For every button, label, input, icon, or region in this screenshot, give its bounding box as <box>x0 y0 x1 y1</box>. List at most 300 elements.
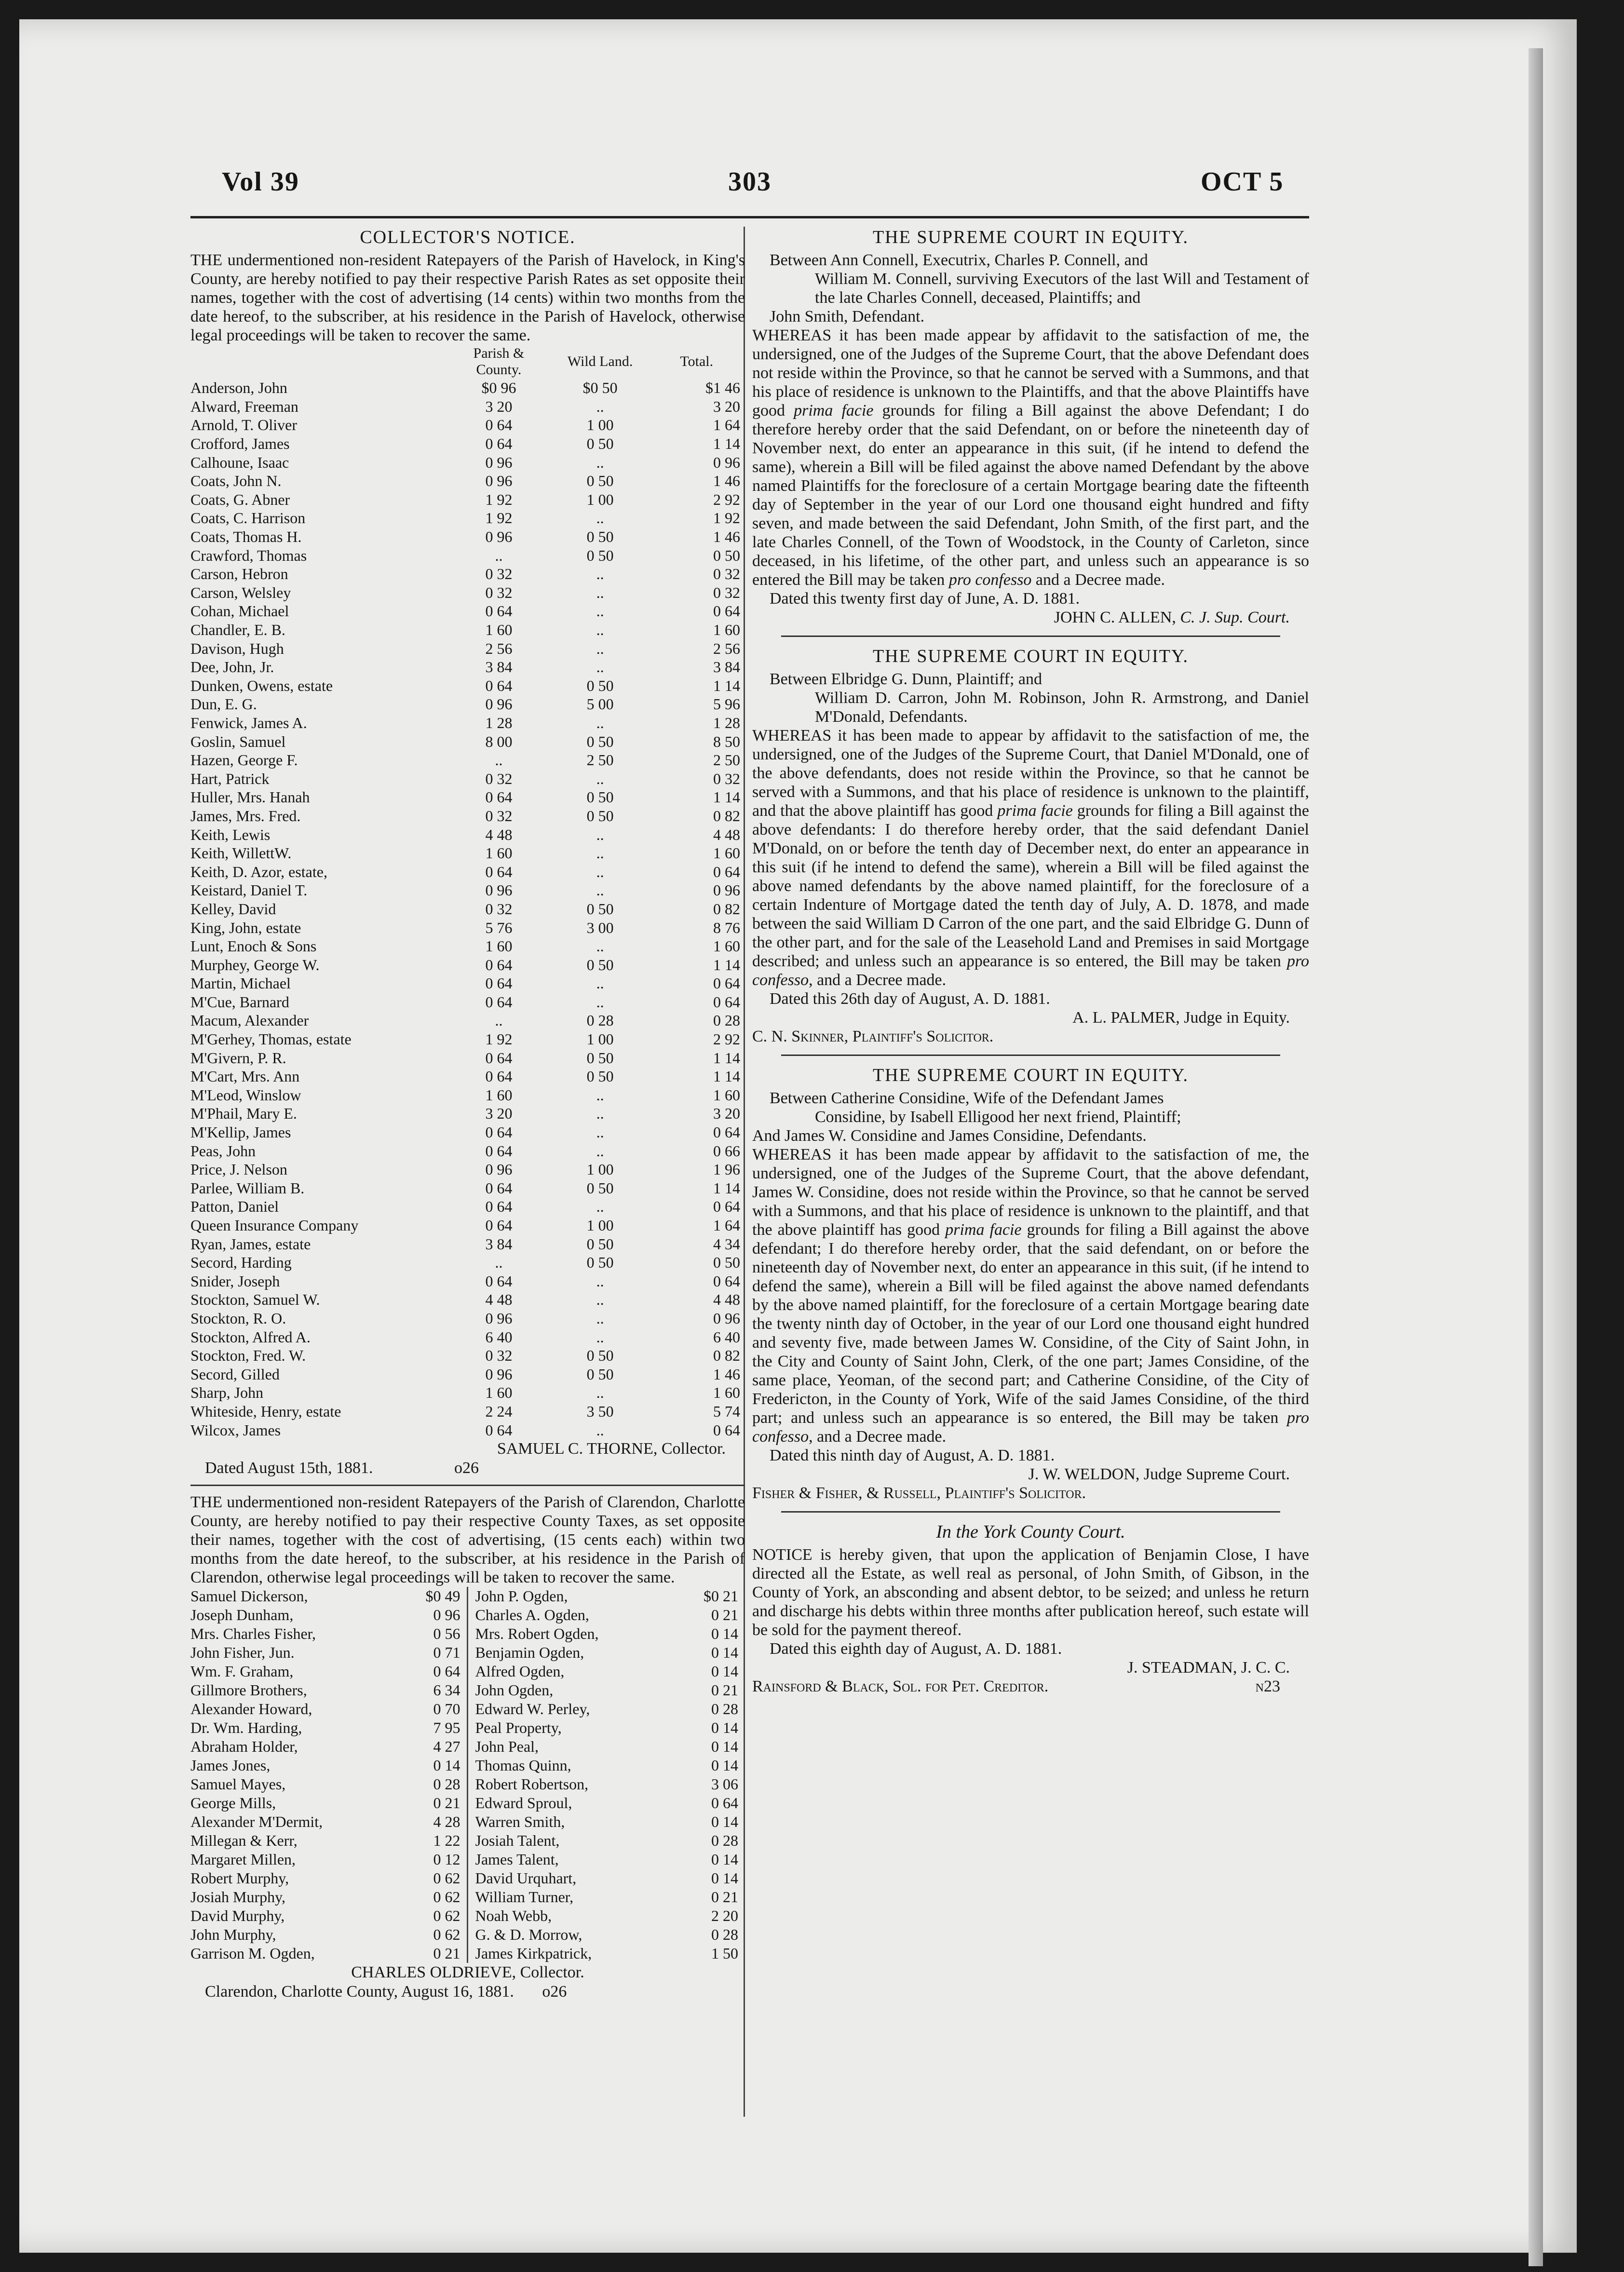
tax-amount: 0 14 <box>711 1662 738 1680</box>
ratepayer-name: Benjamin Ogden, <box>475 1643 584 1661</box>
ratepayer-name: Peas, John <box>190 1142 256 1160</box>
ratepayer-name: James Talent, <box>475 1850 559 1868</box>
equity1-judge: JOHN C. ALLEN, <box>1054 609 1176 626</box>
york-court-solicitor-line <box>752 1677 1309 1696</box>
tax-amount: 0 21 <box>711 1681 738 1699</box>
list-item <box>475 1624 745 1643</box>
total-rate: 0 50 <box>713 546 740 564</box>
parish-county-rate: 1 60 <box>485 844 513 862</box>
tax-amount: 4 28 <box>433 1812 460 1830</box>
equity1-parties-2: William M. Connell, surviving Executors of the last Will and Testament of the late Charles Connell, deceased, Plaintiffs; and <box>815 270 1309 307</box>
total-rate: 2 92 <box>713 490 740 508</box>
table-row <box>190 788 740 807</box>
ratepayer-name: Crofford, James <box>190 435 290 453</box>
table-row <box>190 397 740 416</box>
wild-land-rate: 0 50 <box>586 472 614 490</box>
table-row <box>190 1420 740 1439</box>
ratepayer-name: Charles A. Ogden, <box>475 1606 589 1623</box>
table-row <box>190 1067 740 1086</box>
total-rate: 1 60 <box>713 621 740 639</box>
equity3-solicitor: Fisher & Fisher, & Russell, Plaintiff's Solicitor. <box>752 1484 1086 1502</box>
total-rate: 5 96 <box>713 695 740 713</box>
total-rate: 0 64 <box>713 1123 740 1141</box>
ratepayer-name: Josiah Murphy, <box>190 1888 286 1906</box>
clarendon-column-b <box>467 1587 745 1963</box>
list-item <box>475 1756 745 1775</box>
ratepayer-name: Keith, WillettW. <box>190 844 292 862</box>
tax-amount: 0 64 <box>433 1662 460 1680</box>
list-item <box>475 1869 745 1888</box>
ratepayer-name: Macum, Alexander <box>190 1012 309 1029</box>
clarendon-column-a <box>190 1587 467 1963</box>
ratepayer-name: Carson, Hebron <box>190 565 288 583</box>
ratepayer-name: Chandler, E. B. <box>190 621 285 639</box>
ratepayer-name: Davison, Hugh <box>190 639 284 657</box>
equity3-dated: Dated this ninth day of August, A. D. 1881. <box>770 1447 1055 1464</box>
ratepayer-name: George Mills, <box>190 1794 276 1812</box>
ratepayer-name: Alfred Ogden, <box>475 1662 565 1680</box>
table-row <box>190 993 740 1012</box>
table-row <box>190 453 740 472</box>
tax-amount: 0 71 <box>433 1643 460 1661</box>
wild-land-rate: 0 50 <box>586 1049 614 1067</box>
ratepayer-name: Arnold, T. Oliver <box>190 416 297 434</box>
left-column <box>190 227 745 2002</box>
tax-amount: 0 28 <box>711 1925 738 1943</box>
parish-county-rate: 4 48 <box>485 825 513 843</box>
tax-amount: 0 14 <box>711 1624 738 1642</box>
parish-county-rate: 0 64 <box>485 1198 513 1216</box>
col-header-parish: Parish & County. <box>473 345 525 378</box>
list-item <box>190 1907 467 1925</box>
ratepayer-name: Mrs. Charles Fisher, <box>190 1624 316 1642</box>
list-item <box>475 1718 745 1737</box>
wild-land-rate: .. <box>596 621 604 639</box>
ratepayer-name: Murphey, George W. <box>190 956 320 974</box>
table-row <box>190 379 740 397</box>
equity1-signature <box>752 608 1309 627</box>
total-rate: 1 46 <box>713 472 740 490</box>
total-rate: 1 64 <box>713 416 740 434</box>
ratepayer-name: Price, J. Nelson <box>190 1161 287 1178</box>
parish-county-rate: 1 60 <box>485 621 513 639</box>
parish-county-rate: .. <box>495 1254 503 1271</box>
table-row <box>190 714 740 732</box>
ratepayer-name: Stockton, Fred. W. <box>190 1347 306 1365</box>
ratepayer-name: Hart, Patrick <box>190 770 270 787</box>
table-row <box>190 900 740 919</box>
total-rate: 1 14 <box>713 956 740 974</box>
equity-title-2: THE SUPREME COURT IN EQUITY. <box>872 646 1189 666</box>
table-row <box>190 1160 740 1179</box>
tax-amount: 0 14 <box>711 1812 738 1830</box>
total-rate: 1 14 <box>713 435 740 453</box>
ratepayer-name: Queen Insurance Company <box>190 1217 359 1234</box>
table-row <box>190 1290 740 1309</box>
wild-land-rate: 0 50 <box>586 1235 614 1253</box>
parish-county-rate: 0 96 <box>485 695 513 713</box>
list-item <box>475 1925 745 1944</box>
ratepayer-name: Noah Webb, <box>475 1907 552 1924</box>
list-item <box>475 1812 745 1831</box>
equity1-body-c: and a Decree made. <box>1031 571 1165 589</box>
parish-county-rate: 0 64 <box>485 993 513 1011</box>
list-item <box>190 1756 467 1775</box>
total-rate: 2 92 <box>713 1030 740 1048</box>
ratepayer-name: Keith, D. Azor, estate, <box>190 863 327 880</box>
wild-land-rate: 0 50 <box>586 435 614 453</box>
parish-county-rate: 0 64 <box>485 1123 513 1141</box>
equity2-body-italic: prima facie <box>997 802 1073 820</box>
tax-amount: 0 21 <box>711 1888 738 1906</box>
table-row <box>190 1048 740 1067</box>
right-column <box>752 227 1309 1696</box>
ratepayer-name: Thomas Quinn, <box>475 1756 571 1774</box>
equity-title-3: THE SUPREME COURT IN EQUITY. <box>872 1065 1189 1085</box>
wild-land-rate: .. <box>596 825 604 843</box>
wild-land-rate: .. <box>596 1291 604 1309</box>
parish-county-rate: .. <box>495 1012 503 1029</box>
tax-amount: $0 21 <box>704 1587 738 1605</box>
parish-county-rate: 3 84 <box>485 1235 513 1253</box>
ratepayer-name: Alexander M'Dermit, <box>190 1812 323 1830</box>
list-item <box>190 1737 467 1756</box>
list-item <box>475 1944 745 1963</box>
ratepayer-name: Joseph Dunham, <box>190 1606 294 1623</box>
parish-county-rate: 0 64 <box>485 435 513 453</box>
ratepayer-name: James, Mrs. Fred. <box>190 807 301 825</box>
wild-land-rate: 1 00 <box>586 1030 614 1048</box>
wild-land-rate: .. <box>596 1105 604 1122</box>
table-row <box>190 862 740 881</box>
equity2-dated: Dated this 26th day of August, A. D. 1881. <box>770 990 1050 1008</box>
table-row <box>190 1179 740 1198</box>
wild-land-rate: 0 50 <box>586 1347 614 1365</box>
list-item <box>190 1587 467 1606</box>
wild-land-rate: .. <box>596 844 604 862</box>
clarendon-code: o26 <box>542 1982 567 2001</box>
ratepayer-name: Alward, Freeman <box>190 397 298 415</box>
wild-land-rate: .. <box>596 1309 604 1327</box>
wild-land-rate: .. <box>596 583 604 601</box>
table-row <box>190 844 740 863</box>
ratepayer-name: M'Cue, Barnard <box>190 993 289 1011</box>
ratepayer-name: Coats, C. Harrison <box>190 509 306 527</box>
table-row <box>190 974 740 993</box>
wild-land-rate: 0 50 <box>586 528 614 546</box>
wild-land-rate: .. <box>596 1384 604 1402</box>
parish-county-rate: 0 64 <box>485 863 513 880</box>
ratepayer-name: John Murphy, <box>190 1925 276 1943</box>
total-rate: 3 20 <box>713 1105 740 1122</box>
tax-amount: 0 64 <box>711 1794 738 1812</box>
ratepayer-name: M'Phail, Mary E. <box>190 1105 297 1122</box>
ratepayer-name: Coats, John N. <box>190 472 282 490</box>
ratepayer-name: Robert Murphy, <box>190 1869 289 1887</box>
ratepayer-name: Garrison M. Ogden, <box>190 1944 315 1962</box>
equity3-parties-1: Between Catherine Considine, Wife of the Defendant James <box>770 1089 1164 1107</box>
list-item <box>190 1606 467 1624</box>
table-row <box>190 639 740 658</box>
wild-land-rate: 0 50 <box>586 676 614 694</box>
page-edge <box>1529 48 1543 2266</box>
parish-county-rate: .. <box>495 546 503 564</box>
volume-label: Vol 39 <box>222 167 299 197</box>
table-row <box>190 1327 740 1346</box>
wild-land-rate: .. <box>596 770 604 787</box>
ratepayer-name: Wm. F. Graham, <box>190 1662 294 1680</box>
list-item <box>190 1775 467 1794</box>
total-rate: 1 60 <box>713 937 740 955</box>
parish-county-rate: 0 96 <box>485 453 513 471</box>
tax-amount: 0 14 <box>711 1737 738 1755</box>
ratepayer-name: Secord, Harding <box>190 1254 292 1271</box>
wild-land-rate: .. <box>596 714 604 731</box>
ratepayer-name: Carson, Welsley <box>190 583 291 601</box>
parish-county-rate: 2 56 <box>485 639 513 657</box>
list-item <box>190 1643 467 1662</box>
parish-county-rate: 5 76 <box>485 919 513 936</box>
ratepayer-name: Secord, Gilled <box>190 1365 280 1383</box>
wild-land-rate: .. <box>596 863 604 880</box>
table-row <box>190 937 740 956</box>
tax-amount: 1 50 <box>711 1944 738 1962</box>
ratepayer-name: Coats, G. Abner <box>190 490 290 508</box>
tax-amount: 0 62 <box>433 1888 460 1906</box>
tax-amount: 0 28 <box>711 1831 738 1849</box>
total-rate: 0 96 <box>713 453 740 471</box>
ratepayer-name: Warren Smith, <box>475 1812 565 1830</box>
parish-county-rate: 0 32 <box>485 770 513 787</box>
wild-land-rate: .. <box>596 1086 604 1104</box>
parish-county-rate: 0 32 <box>485 565 513 583</box>
equity3-signature: J. W. WELDON, Judge Supreme Court. <box>1028 1465 1290 1483</box>
tax-amount: 0 21 <box>433 1794 460 1812</box>
wild-land-rate: 0 50 <box>586 732 614 750</box>
ratepayer-name: Calhoune, Isaac <box>190 453 289 471</box>
ratepayer-name: Patton, Daniel <box>190 1198 279 1216</box>
clarendon-signature: CHARLES OLDRIEVE, Collector. <box>351 1963 584 1981</box>
equity2-body-b: grounds for filing a Bill against the above defendants: I do therefore hereby order, that the said defendant Daniel M'Donald, on or before the tenth day of December next, do enter an appearance in this suit (if he intend to defend the same), wherein a Bill will be filed against the above named defendants by the above named plaintiff, for the foreclosure of a certain Indenture of Mortgage dated the tenth day of July, A. D. 1878, and made between the said William D Carron of the one part, and the said Elbridge G. Dunn of the other part, and for the sale of the Leasehold Land and Premises in said Mortgage described; and unless such an appearance is so entered, the Bill may be taken <box>752 802 1310 970</box>
parish-county-rate: 0 32 <box>485 1347 513 1365</box>
table-row <box>190 1086 740 1105</box>
equity1-parties-1: Between Ann Connell, Executrix, Charles P. Connell, and <box>770 251 1148 269</box>
list-item <box>475 1850 745 1869</box>
wild-land-rate: .. <box>596 881 604 899</box>
parish-county-rate: 0 64 <box>485 602 513 620</box>
equity3-body-italic-2: pro confesso <box>752 1409 1309 1446</box>
parish-county-rate: 0 64 <box>485 676 513 694</box>
ratepayer-name: Dun, E. G. <box>190 695 257 713</box>
list-item <box>475 1662 745 1681</box>
table-row <box>190 1104 740 1123</box>
tax-amount: $0 49 <box>425 1587 460 1605</box>
table-row <box>190 1234 740 1253</box>
ratepayer-name: M'Kellip, James <box>190 1123 291 1141</box>
ratepayer-name: M'Gerhey, Thomas, estate <box>190 1030 352 1048</box>
table-row <box>190 676 740 695</box>
ratepayer-name: M'Leod, Winslow <box>190 1086 301 1104</box>
header-rule <box>190 216 1309 218</box>
table-row <box>190 546 740 565</box>
total-rate: 1 14 <box>713 676 740 694</box>
total-rate: 1 28 <box>713 714 740 731</box>
total-rate: 0 50 <box>713 1254 740 1271</box>
list-item <box>475 1587 745 1606</box>
table-row <box>190 881 740 900</box>
ratepayer-name: Gillmore Brothers, <box>190 1681 307 1699</box>
parish-county-rate: 0 96 <box>485 881 513 899</box>
parish-county-rate: 1 60 <box>485 1384 513 1402</box>
ratepayer-name: Margaret Millen, <box>190 1850 296 1868</box>
ratepayer-name: Lunt, Enoch & Sons <box>190 937 317 955</box>
list-item <box>475 1643 745 1662</box>
total-rate: 1 96 <box>713 1161 740 1178</box>
total-rate: 0 82 <box>713 807 740 825</box>
list-item <box>190 1681 467 1700</box>
page-header <box>203 166 1302 205</box>
table-row <box>190 1216 740 1235</box>
wild-land-rate: 0 50 <box>586 1365 614 1383</box>
parish-county-rate: 0 64 <box>485 416 513 434</box>
tax-amount: 0 14 <box>711 1869 738 1887</box>
ratepayer-name: David Murphy, <box>190 1907 285 1924</box>
parish-county-rate: 0 64 <box>485 974 513 992</box>
ratepayer-name: Samuel Mayes, <box>190 1775 286 1793</box>
table-row <box>190 472 740 490</box>
equity1-body-italic: prima facie <box>794 402 874 419</box>
wild-land-rate: .. <box>596 602 604 620</box>
wild-land-rate: .. <box>596 453 604 471</box>
parish-county-rate: 0 64 <box>485 1068 513 1085</box>
ratepayer-name: Parlee, William B. <box>190 1179 305 1197</box>
parish-county-rate: 0 96 <box>485 472 513 490</box>
total-rate: 1 14 <box>713 1179 740 1197</box>
wild-land-rate: .. <box>596 974 604 992</box>
collector-dated <box>190 1459 745 1478</box>
tax-amount: 0 28 <box>433 1775 460 1793</box>
wild-land-rate: .. <box>596 937 604 955</box>
list-item <box>475 1606 745 1624</box>
total-rate: 0 82 <box>713 1347 740 1365</box>
parish-county-rate: .. <box>495 751 503 769</box>
total-rate: 0 32 <box>713 565 740 583</box>
equity3-body-italic: prima facie <box>945 1221 1022 1239</box>
equity2-signature: A. L. PALMER, Judge in Equity. <box>1072 1009 1290 1027</box>
col-header-wild: Wild Land. <box>567 353 633 369</box>
dated-text: Dated August 15th, 1881. <box>205 1459 373 1477</box>
parish-county-rate: 8 00 <box>485 732 513 750</box>
havelock-rows <box>190 379 740 1439</box>
total-rate: 1 14 <box>713 1068 740 1085</box>
total-rate: 3 20 <box>713 397 740 415</box>
ratepayer-name: M'Cart, Mrs. Ann <box>190 1068 300 1085</box>
table-row <box>190 1346 740 1365</box>
ratepayer-name: Edward W. Perley, <box>475 1700 590 1718</box>
ratepayer-name: Mrs. Robert Ogden, <box>475 1624 599 1642</box>
wild-land-rate: 0 50 <box>586 956 614 974</box>
total-rate: $1 46 <box>705 379 740 397</box>
ratepayer-name: Samuel Dickerson, <box>190 1587 308 1605</box>
equity1-body-italic-2: pro confesso <box>948 571 1032 589</box>
equity2-solicitor: C. N. Skinner, Plaintiff's Solicitor. <box>752 1028 994 1045</box>
table-row <box>190 1383 740 1402</box>
table-row <box>190 658 740 676</box>
tax-amount: 0 21 <box>433 1944 460 1962</box>
parish-county-rate: 2 24 <box>485 1402 513 1420</box>
ratepayer-name: Martin, Michael <box>190 974 291 992</box>
wild-land-rate: 2 50 <box>586 751 614 769</box>
total-rate: 0 64 <box>713 863 740 880</box>
total-rate: 5 74 <box>713 1402 740 1420</box>
total-rate: 1 14 <box>713 1049 740 1067</box>
wild-land-rate: 1 00 <box>586 1161 614 1178</box>
table-row <box>190 434 740 453</box>
parish-county-rate: 0 32 <box>485 900 513 918</box>
table-row <box>190 1402 740 1421</box>
total-rate: 4 34 <box>713 1235 740 1253</box>
tax-amount: 0 56 <box>433 1624 460 1642</box>
wild-land-rate: $0 50 <box>582 379 618 397</box>
table-row <box>190 1365 740 1383</box>
total-rate: 2 56 <box>713 639 740 657</box>
list-item <box>190 1662 467 1681</box>
wild-land-rate: .. <box>596 1123 604 1141</box>
equity1-dated: Dated this twenty first day of June, A. D. 1881. <box>770 590 1080 608</box>
ratepayer-name: Josiah Talent, <box>475 1831 560 1849</box>
tax-amount: 0 62 <box>433 1907 460 1924</box>
table-row <box>190 509 740 527</box>
total-rate: 8 76 <box>713 919 740 936</box>
table-row <box>190 583 740 602</box>
havelock-rates-table <box>190 345 740 1439</box>
ratepayer-name: John Peal, <box>475 1737 539 1755</box>
ratepayer-name: G. & D. Morrow, <box>475 1925 582 1943</box>
wild-land-rate: 3 00 <box>586 919 614 936</box>
total-rate: 0 96 <box>713 881 740 899</box>
clarendon-dated <box>190 1982 745 2002</box>
ratepayer-name: David Urquhart, <box>475 1869 577 1887</box>
table-row <box>190 769 740 788</box>
tax-amount: 2 20 <box>711 1907 738 1924</box>
table-row <box>190 732 740 751</box>
table-row <box>190 825 740 844</box>
equity1-parties-3: John Smith, Defendant. <box>770 308 925 325</box>
york-court-code: n23 <box>1255 1677 1280 1695</box>
table-row <box>190 1011 740 1030</box>
parish-county-rate: 3 20 <box>485 397 513 415</box>
ratepayer-name: Crawford, Thomas <box>190 546 307 564</box>
ratepayer-name: William Turner, <box>475 1888 574 1906</box>
section-divider-3 <box>781 1511 1280 1513</box>
tax-amount: 0 21 <box>711 1606 738 1623</box>
tax-amount: 0 12 <box>433 1850 460 1868</box>
total-rate: 0 32 <box>713 583 740 601</box>
ratepayer-name: James Jones, <box>190 1756 271 1774</box>
list-item <box>475 1831 745 1850</box>
total-rate: 4 48 <box>713 1291 740 1309</box>
ratepayer-name: John Fisher, Jun. <box>190 1643 295 1661</box>
list-item <box>475 1681 745 1700</box>
parish-county-rate: 0 64 <box>485 1142 513 1160</box>
tax-amount: 1 22 <box>433 1831 460 1849</box>
tax-amount: 0 62 <box>433 1925 460 1943</box>
table-row <box>190 490 740 509</box>
tax-amount: 4 27 <box>433 1737 460 1755</box>
equity3-body-b: grounds for filing a Bill against the above defendant; I do therefore hereby order, that the said defendant, on or before the nineteenth day of November next, do enter an appearance in this suit, (if he intend to defend the same), wherein a Bill will be filed against the above named defendants by the above named plaintiff, for the foreclosure of a certain Mortgage bearing date the twenty ninth day of October, in the year of our Lord one thousand eight hundred and seventy five, made between James W. Considine, of the City of Saint John, in the City and County of Saint John, Clerk, of the one part; James Considine, of the same place, Yeoman, of the second part; and Catherine Considine, of the City of Fredericton, in the County of York, Wife of the said James Considine, of the third part; and unless such an appearance is so entered, the Bill may be taken <box>752 1221 1309 1427</box>
parish-county-rate: 4 48 <box>485 1291 513 1309</box>
equity1-body <box>752 326 1309 589</box>
